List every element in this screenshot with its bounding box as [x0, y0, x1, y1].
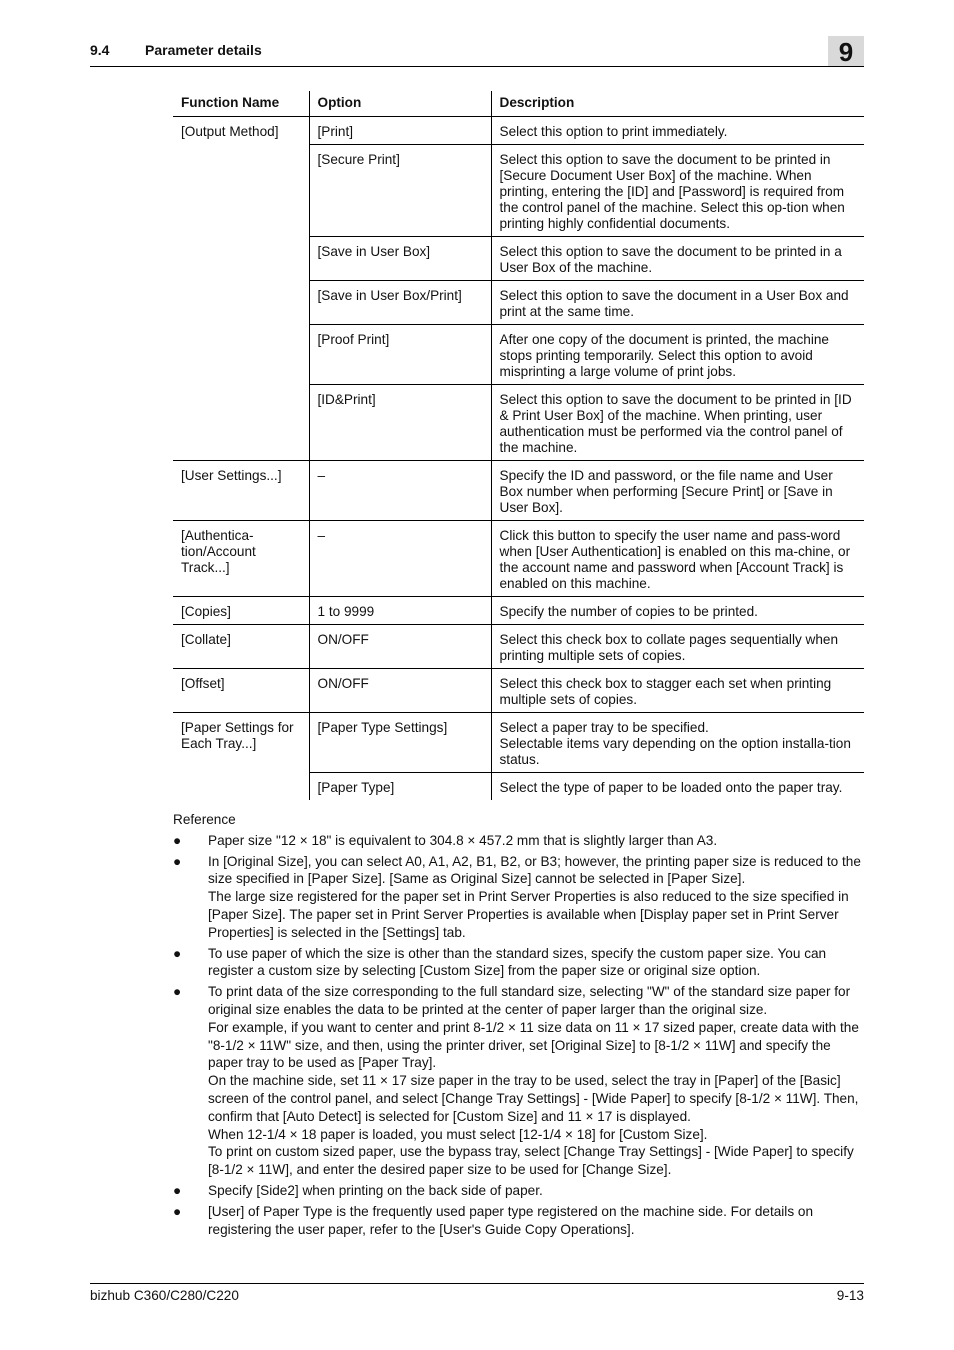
cell-function-name: [173, 281, 309, 325]
reference-item: [173, 945, 864, 981]
table-row: [173, 625, 864, 669]
cell-option: [ID&Print]: [309, 385, 491, 461]
table-row: [173, 521, 864, 597]
table-header-row: [173, 91, 864, 117]
cell-description: [491, 461, 864, 521]
table-row: [173, 385, 864, 461]
reference-item: [173, 983, 864, 1179]
reference-paragraph: For example, if you want to center and print 8-1/2 × 11 size data on 11 × 17 sized paper, create data with the "8-1/2 × 11W" size, and then, using the printer driver, set [Original Size] to [8-1/2 × 11W] and specify the paper tray to be used as [Paper Tray].: [208, 1019, 859, 1071]
cell-function-name: [Paper Settings for Each Tray...]: [173, 713, 309, 773]
table-row: [173, 713, 864, 773]
bullet-icon: ●: [173, 853, 182, 869]
cell-option: –: [309, 521, 491, 597]
reference-paragraph: [User] of Paper Type is the frequently used paper type registered on the machine side. For details on registering the user paper, refer to the [User's Guide Copy Operations].: [208, 1203, 814, 1237]
cell-option: ON/OFF: [309, 669, 491, 713]
cell-description: [491, 385, 864, 461]
reference-item: [173, 853, 864, 942]
description-line: Click this button to specify the user name and pass-word when [User Authentication] is enabled on this ma-chine, or the account name and password when [Account Track] is enabled on this machine.: [499, 528, 851, 591]
cell-option: [Print]: [309, 117, 491, 145]
cell-option: –: [309, 461, 491, 521]
cell-option: [Save in User Box]: [309, 237, 491, 281]
cell-function-name: [173, 385, 309, 461]
parameter-table: [173, 91, 864, 800]
reference-paragraph: In [Original Size], you can select A0, A1, A2, B1, B2, or B3; however, the printing paper size is reduced to the size specified in [Paper Size]. [Same as Original Size] cannot be selected in [Paper Size].: [208, 853, 861, 887]
description-line: Select this option to print immediately.: [499, 124, 728, 139]
cell-option: 1 to 9999: [309, 597, 491, 625]
description-line: Select this check box to stagger each set when printing multiple sets of copies.: [499, 676, 832, 707]
table-row: [173, 145, 864, 237]
description-line: Select this option to save the document in a User Box and print at the same time.: [499, 288, 849, 319]
cell-function-name: [Authentica-tion/Account Track...]: [173, 521, 309, 597]
bullet-icon: ●: [173, 945, 182, 961]
table-row: [173, 117, 864, 145]
description-line: Select the type of paper to be loaded onto the paper tray.: [499, 780, 843, 795]
cell-function-name: [Collate]: [173, 625, 309, 669]
section-title: Parameter details: [145, 42, 262, 58]
cell-description: [491, 597, 864, 625]
description-line: Selectable items vary depending on the option installa-tion status.: [499, 736, 851, 767]
cell-function-name: [User Settings...]: [173, 461, 309, 521]
table-row: [173, 325, 864, 385]
description-line: Select this check box to collate pages sequentially when printing multiple sets of copies.: [499, 632, 839, 663]
chapter-badge: 9: [828, 36, 864, 66]
reference-paragraph: To print on custom sized paper, use the bypass tray, select [Change Tray Settings] - [Wide Paper] to specify [8-1/2 × 11W], and enter the desired paper size to be used for [Change Size].: [208, 1144, 854, 1178]
cell-function-name: [Output Method]: [173, 117, 309, 145]
cell-option: ON/OFF: [309, 625, 491, 669]
reference-list: [173, 832, 864, 1239]
cell-description: [491, 713, 864, 773]
page-footer: [90, 1283, 864, 1303]
cell-function-name: [173, 773, 309, 801]
reference-item: [173, 1203, 864, 1239]
bullet-icon: ●: [173, 984, 182, 1000]
page-header: [90, 36, 864, 67]
cell-description: [491, 145, 864, 237]
cell-description: [491, 237, 864, 281]
table-row: [173, 281, 864, 325]
cell-description: [491, 521, 864, 597]
table-row: [173, 237, 864, 281]
footer-product: bizhub C360/C280/C220: [90, 1288, 239, 1303]
description-line: Select this option to save the document to be printed in a User Box of the machine.: [499, 244, 842, 275]
cell-description: [491, 669, 864, 713]
reference-section: [173, 811, 864, 1241]
reference-paragraph: Paper size "12 × 18" is equivalent to 304.8 × 457.2 mm that is slightly larger than A3.: [208, 832, 718, 848]
description-line: Select this option to save the document to be printed in [ID & Print User Box] of the machine. When printing, user authentication must be performed via the control panel of the machine.: [499, 392, 852, 455]
column-header-option: Option: [309, 91, 491, 117]
reference-item: [173, 832, 864, 850]
reference-label: Reference: [173, 812, 236, 827]
footer-page-number: 9-13: [836, 1288, 864, 1303]
bullet-icon: ●: [173, 832, 182, 848]
cell-option: [Paper Type]: [309, 773, 491, 801]
description-line: Select this option to save the document to be printed in [Secure Document User Box] of the machine. When printing, entering the [ID] and [Password] is required from the control panel of the machine. Select this op-tion when printing highly confidential documents.: [499, 152, 845, 231]
reference-paragraph: The large size registered for the paper set in Print Server Properties is also reduced to the size specified in [Paper Size]. The paper set in Print Server Properties is available when [Display paper set in Print Server Properties] is selected in the [Settings] tab.: [208, 889, 849, 940]
cell-description: [491, 625, 864, 669]
column-header-function-name: Function Name: [173, 91, 309, 117]
bullet-icon: ●: [173, 1182, 182, 1198]
reference-paragraph: Specify [Side2] when printing on the back side of paper.: [208, 1182, 543, 1198]
reference-paragraph: To use paper of which the size is other than the standard sizes, specify the custom paper size. You can register a custom size by selecting [Custom Size] from the paper size or original size option.: [208, 945, 827, 979]
cell-function-name: [173, 325, 309, 385]
cell-option: [Secure Print]: [309, 145, 491, 237]
bullet-icon: ●: [173, 1203, 182, 1219]
reference-paragraph: On the machine side, set 11 × 17 size paper in the tray to be used, select the tray in [Paper] of the [Basic] screen of the control panel, and select [Change Tray Settings] - [Wide Paper] to specify [8-1/2 × 11W]. Then, confirm that [Auto Detect] is selected for [Custom Size] and 11 × 17 is displayed.: [208, 1073, 859, 1124]
cell-description: [491, 325, 864, 385]
cell-description: [491, 281, 864, 325]
table-row: [173, 461, 864, 521]
description-line: Specify the ID and password, or the file name and User Box number when performing [Secure Print] or [Save in User Box].: [499, 468, 833, 515]
cell-description: [491, 117, 864, 145]
cell-function-name: [173, 237, 309, 281]
section-number: 9.4: [90, 42, 110, 58]
table-row: [173, 597, 864, 625]
cell-option: [Paper Type Settings]: [309, 713, 491, 773]
column-header-description: Description: [491, 91, 864, 117]
table-row: [173, 773, 864, 801]
cell-function-name: [Copies]: [173, 597, 309, 625]
cell-option: [Proof Print]: [309, 325, 491, 385]
table-body: [173, 117, 864, 801]
reference-paragraph: When 12-1/4 × 18 paper is loaded, you must select [12-1/4 × 18] for [Custom Size].: [208, 1126, 708, 1142]
reference-paragraph: To print data of the size corresponding to the full standard size, selecting "W" of the standard size paper for original size enables the data to be printed at the center of paper larger than the original size.: [208, 984, 851, 1017]
cell-option: [Save in User Box/Print]: [309, 281, 491, 325]
cell-function-name: [173, 145, 309, 237]
table-row: [173, 669, 864, 713]
description-line: Specify the number of copies to be printed.: [499, 604, 758, 619]
cell-function-name: [Offset]: [173, 669, 309, 713]
cell-description: [491, 773, 864, 801]
description-line: After one copy of the document is printed, the machine stops printing temporarily. Select this option to avoid misprinting a large volume of print jobs.: [499, 332, 829, 379]
reference-item: [173, 1182, 864, 1200]
description-line: Select a paper tray to be specified.: [499, 720, 709, 735]
